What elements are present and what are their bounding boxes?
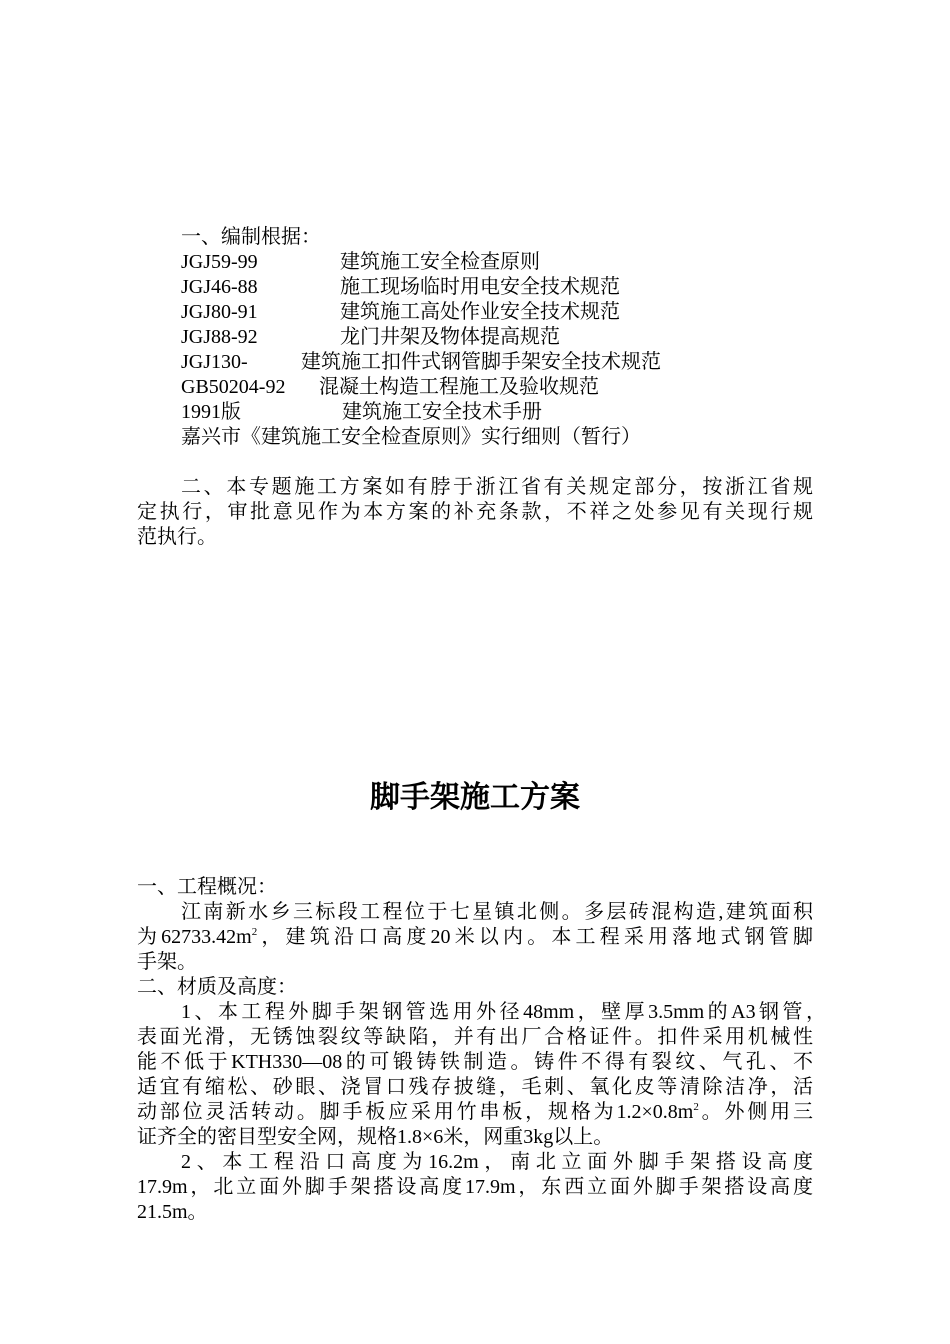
standard-row bbox=[181, 350, 661, 375]
standard-code: JGJ59-99 bbox=[181, 251, 258, 273]
standard-code: JGJ80-91 bbox=[181, 301, 258, 323]
standard-name: 建筑施工安全技术手册 bbox=[342, 401, 542, 423]
standard-row bbox=[181, 400, 542, 425]
standard-name: 施工现场临时用电安全技术规范 bbox=[340, 276, 620, 298]
materials-line: 1、本工程外脚手架钢管选用外径48mm，壁厚3.5mm的A3钢管， bbox=[181, 1001, 826, 1023]
standard-code: 1991版 bbox=[181, 401, 241, 423]
standard-name: 建筑施工高处作业安全技术规范 bbox=[340, 301, 620, 323]
materials-line: 表面光滑，无锈蚀裂纹等缺陷，并有出厂合格证件。扣件采用机械性 bbox=[137, 1026, 813, 1048]
materials-line: 证齐全的密目型安全网，规格1.8×6米，网重3kg以上。 bbox=[137, 1126, 614, 1148]
standard-name: 建筑施工安全检查原则 bbox=[340, 251, 540, 273]
overview-heading: 一、工程概况： bbox=[137, 876, 277, 898]
materials-line: 21.5m。 bbox=[137, 1201, 208, 1223]
standard-code: JGJ46-88 bbox=[181, 276, 258, 298]
note-line: 定执行，审批意见作为本方案的补充条款，不祥之处参见有关现行规 bbox=[137, 501, 813, 523]
standard-code: JGJ130- bbox=[181, 351, 248, 373]
basis-heading: 一、编制根据： bbox=[181, 226, 321, 248]
materials-line: 动部位灵活转动。脚手板应采用竹串板，规格为$1.2\times 0.8m^2$。外侧用三 bbox=[137, 1101, 813, 1123]
standard-row bbox=[181, 375, 599, 400]
materials-heading: 二、材质及高度： bbox=[137, 976, 297, 998]
standard-code: JGJ88-92 bbox=[181, 326, 258, 348]
note-line: 二、本专题施工方案如有脖于浙江省有关规定部分，按浙江省规 bbox=[181, 476, 813, 498]
standard-name: 龙门井架及物体提高规范 bbox=[340, 326, 560, 348]
standard-code: GB50204-92 bbox=[181, 376, 286, 398]
local-rule: 嘉兴市《建筑施工安全检查原则》实行细则（暂行） bbox=[181, 426, 641, 448]
overview-line: 江南新水乡三标段工程位于七星镇北侧。多层砖混构造,建筑面积 bbox=[181, 901, 813, 923]
overview-line: 为$62733.42m^2$，建筑沿口高度20米以内。本工程采用落地式钢管脚 bbox=[137, 926, 814, 948]
standard-name: 建筑施工扣件式钢管脚手架安全技术规范 bbox=[301, 351, 661, 373]
standard-row bbox=[181, 300, 620, 325]
standard-name: 混凝土构造工程施工及验收规范 bbox=[319, 376, 599, 398]
overview-line: 手架。 bbox=[137, 951, 197, 973]
standard-row bbox=[181, 325, 560, 350]
page-title: 脚手架施工方案 bbox=[370, 780, 580, 815]
materials-line: 2、本工程沿口高度为16.2m，南北立面外脚手架搭设高度 bbox=[181, 1151, 813, 1173]
note-line: 范执行。 bbox=[137, 526, 217, 548]
standard-row bbox=[181, 250, 540, 275]
materials-line: 适宜有缩松、砂眼、浇冒口残存披缝，毛刺、氧化皮等清除洁净，活 bbox=[137, 1076, 813, 1098]
standard-row bbox=[181, 275, 620, 300]
materials-line: 17.9m，北立面外脚手架搭设高度17.9m，东西立面外脚手架搭设高度 bbox=[137, 1176, 813, 1198]
materials-line: 能不低于KTH330—08的可锻铸铁制造。铸件不得有裂纹、气孔、不 bbox=[137, 1051, 813, 1073]
